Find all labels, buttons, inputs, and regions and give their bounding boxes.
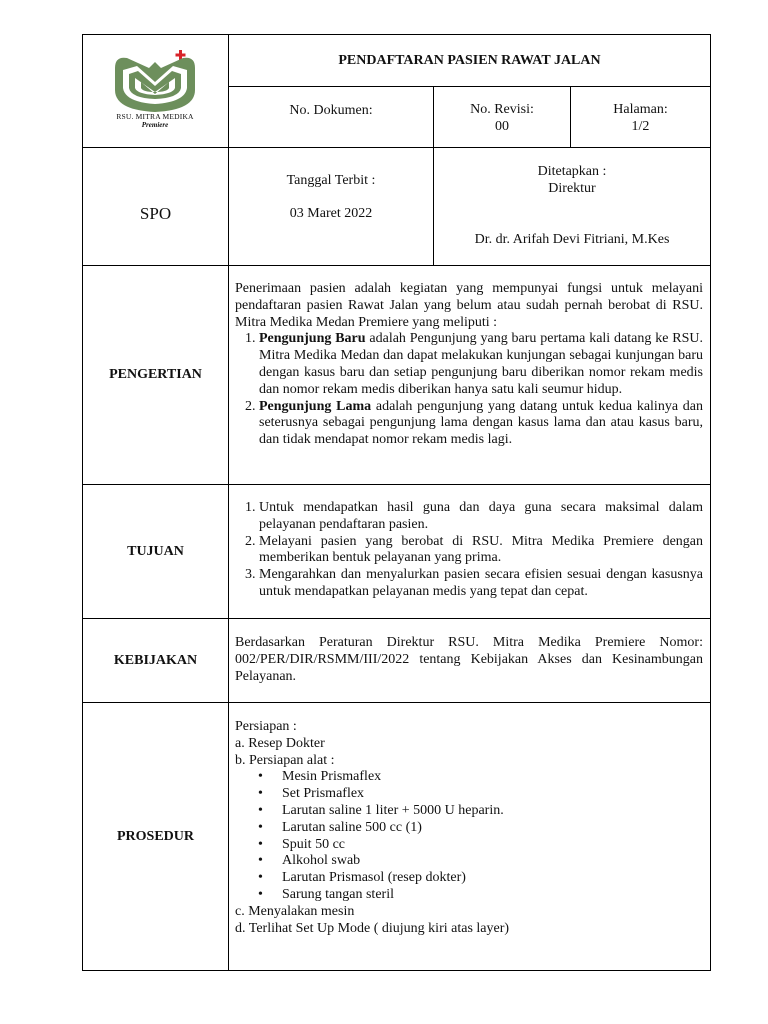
- term-definition: adalah Pengunjung yang baru pertama kali datang ke RSU. Mitra Medika Medan dan dapat melakukan kunjungan sebagai kunjungan baru dengan kasus baru dan setiap pengunjung baru diberikan nomor rekam medis dan nomor rekam medis diberikan hanya satu kali seumur hidup.: [259, 331, 703, 397]
- list-item: • Larutan saline 1 liter + 5000 U heparin.: [282, 803, 703, 820]
- list-item: [259, 331, 703, 398]
- term-pengunjung-lama: Pengunjung Lama: [259, 398, 372, 414]
- logo-caption: RSU. MITRA MEDIKA: [116, 112, 194, 121]
- revision-value: 00: [495, 118, 509, 134]
- list-item: • Spuit 50 cc: [282, 837, 703, 854]
- approved-name: Dr. dr. Arifah Devi Fitriani, M.Kes: [474, 232, 670, 247]
- section-label-prosedur: PROSEDUR: [116, 829, 194, 844]
- kebijakan-text: Berdasarkan Peraturan Direktur RSU. Mitra Medika Premiere Nomor: 002/PER/DIR/RSMM/III/2022 tentang Kebijakan Akses dan Kesinambungan Pelayanan.: [235, 635, 703, 684]
- doc-number-label: No. Dokumen:: [289, 103, 373, 118]
- list-item: • Sarung tangan steril: [282, 887, 703, 904]
- prosedur-line-b: b. Persiapan alat :: [235, 752, 335, 768]
- list-item: [259, 399, 703, 449]
- prosedur-content: [235, 719, 703, 937]
- prosedur-line-c: c. Menyalakan mesin: [235, 903, 355, 919]
- page-cell: [571, 102, 710, 135]
- pengertian-intro: Penerimaan pasien adalah kegiatan yang mempunyai fungsi untuk melayani pendaftaran pasien Rawat Jalan yang belum atau sudah pernah berobat di RSU. Mitra Medika Medan Premiere yang meliputi :: [235, 281, 703, 330]
- list-item: • Mesin Prismaflex: [282, 769, 703, 786]
- prosedur-prep: Persiapan :: [235, 719, 297, 734]
- document-title: PENDAFTARAN PASIEN RAWAT JALAN: [338, 52, 601, 68]
- tujuan-content: [235, 500, 703, 601]
- list-item: 3. Mengarahkan dan menyalurkan pasien secara efisien sesuai dengan kasusnya untuk mendapatkan pelayanan medis yang tepat dan cepat.: [259, 567, 703, 601]
- logo-subcaption: Premiere: [141, 121, 169, 129]
- tools-list: [235, 769, 703, 903]
- list-item: • Alkohol swab: [282, 853, 703, 870]
- row-divider: [82, 147, 711, 148]
- list-item: • Larutan Prismasol (resep dokter): [282, 870, 703, 887]
- term-pengunjung-baru: Pengunjung Baru: [259, 331, 366, 347]
- section-label-kebijakan: KEBIJAKAN: [113, 652, 198, 668]
- issue-date-value: 03 Maret 2022: [289, 206, 373, 221]
- logo-emblem-icon: [105, 46, 205, 118]
- list-item: 1. Untuk mendapatkan hasil guna dan daya guna secara maksimal dalam pelayanan pendaftaran pasien.: [259, 500, 703, 534]
- list-item: • Larutan saline 500 cc (1): [282, 820, 703, 837]
- prosedur-line-a: a. Resep Dokter: [235, 735, 325, 751]
- spo-label: SPO: [139, 204, 172, 223]
- issue-date-label: Tanggal Terbit :: [286, 173, 376, 188]
- section-label-tujuan: TUJUAN: [127, 543, 184, 559]
- section-label-pengertian: PENGERTIAN: [109, 367, 202, 382]
- hospital-logo: [105, 46, 205, 136]
- list-item: • Set Prismaflex: [282, 786, 703, 803]
- revision-cell: [434, 102, 570, 135]
- revision-label: No. Revisi:: [470, 102, 534, 117]
- page-value: 1/2: [631, 118, 650, 134]
- term-definition: adalah pengunjung yang datang untuk kedua kalinya dan seterusnya sebagai pengunjung lama dengan kasus lama dan atau kasus baru, dan tidak mendapat nomor rekam medis lagi.: [259, 398, 703, 448]
- page-label: Halaman:: [613, 102, 668, 117]
- list-item: 2. Melayani pasien yang berobat di RSU. Mitra Medika Premiere dengan memberikan bentuk pelayanan yang prima.: [259, 534, 703, 568]
- approved-role: Direktur: [548, 181, 596, 196]
- prosedur-line-d: d. Terlihat Set Up Mode ( diujung kiri atas layer): [235, 920, 510, 936]
- tujuan-list: [235, 500, 703, 601]
- approved-label: Ditetapkan :: [537, 164, 607, 179]
- pengertian-list: [235, 331, 703, 449]
- pengertian-content: [235, 281, 703, 449]
